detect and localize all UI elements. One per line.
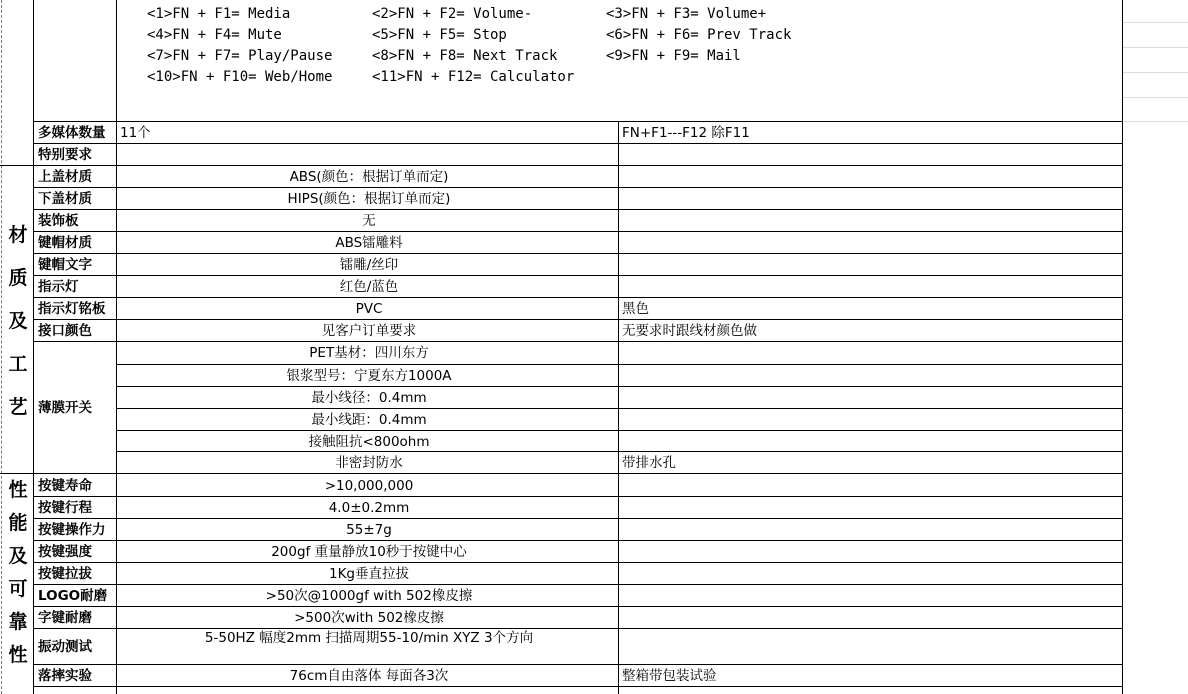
table-border — [116, 408, 1123, 409]
table-border — [116, 364, 1123, 365]
cell-value[interactable]: 非密封防水 — [335, 455, 403, 471]
fn-key-text: <10>FN + F10= Web/Home — [147, 69, 333, 85]
cell-value[interactable]: 5-50HZ 幅度2mm 扫描周期55-10/min XYZ 3个方向 — [204, 630, 534, 646]
table-border — [33, 253, 1123, 254]
table-border — [33, 518, 1123, 519]
group-char: 性 — [8, 479, 28, 501]
cell-value[interactable]: 见客户订单要求 — [321, 323, 417, 339]
table-border — [33, 584, 1123, 585]
row-label: 按键拉拔 — [38, 566, 92, 582]
group-char: 质 — [8, 266, 28, 289]
fn-key-text: <7>FN + F7= Play/Pause — [147, 48, 333, 64]
cell-value[interactable]: 最小线径：0.4mm — [311, 390, 427, 406]
fn-key-text: <4>FN + F4= Mute — [147, 27, 282, 43]
cell-value[interactable]: 76cm自由落体 每面各3次 — [289, 668, 449, 684]
table-border — [0, 165, 1123, 166]
table-border — [33, 297, 1123, 298]
cell-value[interactable]: 55±7g — [346, 522, 392, 538]
table-border — [33, 496, 1123, 497]
cell-value[interactable]: >10,000,000 — [324, 478, 414, 494]
fn-key-text: <11>FN + F12= Calculator — [372, 69, 575, 85]
group-char: 及 — [8, 545, 28, 567]
cell-value[interactable]: 红色/蓝色 — [339, 279, 399, 295]
cell-value[interactable]: HIPS(颜色：根据订单而定) — [287, 191, 451, 207]
fn-key-text: <9>FN + F9= Mail — [606, 48, 741, 64]
row-label: 按键强度 — [38, 544, 92, 560]
table-border — [33, 275, 1123, 276]
row-label: 按键操作力 — [38, 522, 106, 538]
cell-note[interactable]: 无要求时跟线材颜色做 — [622, 323, 757, 339]
table-border — [33, 209, 1123, 210]
fn-key-text: <3>FN + F3= Volume+ — [606, 6, 767, 22]
row-label: 指示灯铭板 — [38, 301, 106, 317]
table-border — [116, 0, 117, 694]
row-label: 按键寿命 — [38, 478, 92, 494]
row-label: 键帽材质 — [38, 235, 92, 251]
row-label: 字键耐磨 — [38, 610, 92, 626]
group-char: 可 — [8, 578, 28, 600]
cell-value[interactable]: 1Kg垂直拉拔 — [328, 566, 409, 582]
cell-value[interactable]: >500次with 502橡皮擦 — [294, 610, 444, 626]
cell-note[interactable]: 黑色 — [622, 301, 649, 317]
cell-value[interactable]: 最小线距：0.4mm — [311, 412, 427, 428]
group-char: 性 — [8, 644, 28, 666]
row-label: 落摔实验 — [38, 668, 92, 684]
group-char: 靠 — [8, 611, 28, 633]
row-label: 按键行程 — [38, 500, 92, 516]
cell-note[interactable]: FN+F1---F12 除F11 — [622, 125, 750, 141]
row-label: LOGO耐磨 — [38, 588, 108, 604]
group-label-performance — [2, 474, 34, 668]
group-label-material — [2, 166, 34, 472]
fn-key-text: <5>FN + F5= Stop — [372, 27, 507, 43]
group-char: 及 — [8, 309, 28, 332]
table-border — [33, 606, 1123, 607]
row-label: 接口颜色 — [38, 323, 92, 339]
cell-value[interactable]: ABS镭雕料 — [335, 235, 403, 251]
table-border — [33, 341, 1123, 342]
table-border — [33, 664, 1123, 665]
table-border — [33, 121, 1123, 122]
table-border — [116, 451, 1123, 452]
cell-value[interactable]: 200gf 重量静放10秒于按键中心 — [271, 544, 467, 560]
fn-key-text: <2>FN + F2= Volume- — [372, 6, 533, 22]
cell-value[interactable]: ABS(颜色：根据订单而定) — [289, 169, 449, 185]
group-char: 艺 — [8, 395, 28, 418]
table-border — [33, 540, 1123, 541]
table-border — [33, 686, 1123, 687]
cell-note[interactable]: 带排水孔 — [622, 455, 676, 471]
cell-value[interactable]: 镭雕/丝印 — [339, 257, 399, 273]
table-border — [33, 187, 1123, 188]
table-border — [33, 628, 1123, 629]
fn-key-text: <6>FN + F6= Prev Track — [606, 27, 792, 43]
cell-value[interactable]: 无 — [362, 213, 376, 229]
row-label: 薄膜开关 — [38, 400, 92, 416]
table-border — [33, 0, 34, 694]
cell-value[interactable]: PET基材：四川东方 — [309, 345, 429, 361]
row-label: 装饰板 — [38, 213, 79, 229]
table-border — [116, 386, 1123, 387]
table-border — [0, 473, 1123, 474]
row-label: 指示灯 — [38, 279, 79, 295]
group-char: 能 — [8, 512, 28, 534]
cell-value[interactable]: 4.0±0.2mm — [328, 500, 410, 516]
cell-note[interactable]: 整箱带包装试验 — [622, 668, 717, 684]
cell-value[interactable]: 11个 — [120, 125, 151, 141]
table-border — [33, 562, 1123, 563]
row-label: 多媒体数量 — [38, 125, 106, 141]
row-label: 特别要求 — [38, 147, 92, 163]
table-border — [33, 143, 1123, 144]
fn-key-text: <8>FN + F8= Next Track — [372, 48, 558, 64]
row-label: 下盖材质 — [38, 191, 92, 207]
cell-value[interactable]: 银浆型号：宁夏东方1000A — [286, 368, 452, 384]
fn-key-text: <1>FN + F1= Media — [147, 6, 291, 22]
row-label: 键帽文字 — [38, 257, 92, 273]
table-border — [1122, 0, 1123, 694]
cell-value[interactable]: >50次@1000gf with 502橡皮擦 — [265, 588, 473, 604]
table-border — [116, 430, 1123, 431]
row-label: 振动测试 — [38, 639, 92, 655]
row-label: 上盖材质 — [38, 169, 92, 185]
group-char: 材 — [8, 223, 28, 246]
table-border — [33, 231, 1123, 232]
group-char: 工 — [8, 352, 28, 375]
table-border — [33, 319, 1123, 320]
cell-value[interactable]: PVC — [355, 301, 383, 317]
cell-value[interactable]: 接触阻抗<800ohm — [308, 434, 430, 450]
